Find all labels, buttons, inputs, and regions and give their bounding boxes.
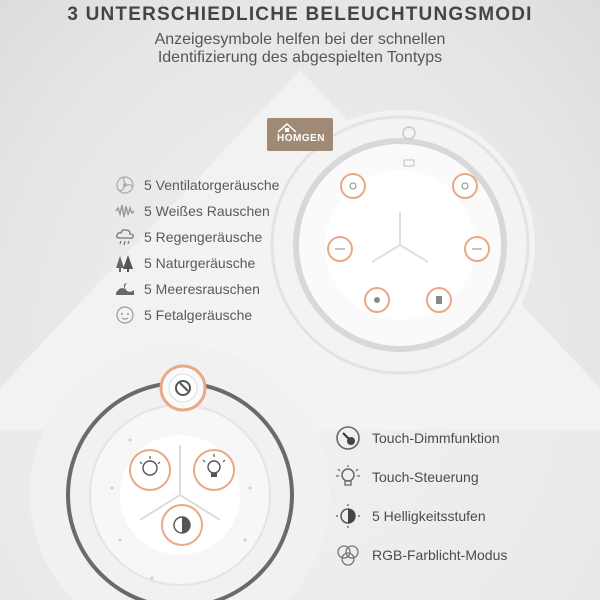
house-roof-icon — [277, 123, 297, 133]
list-item — [334, 457, 594, 496]
light-mode-buttons — [110, 435, 260, 565]
sound-label: 5 Naturgeräusche — [144, 255, 256, 271]
page-title: 3 UNTERSCHIEDLICHE BELEUCHTUNGSMODI — [67, 4, 533, 25]
indicator-white-noise[interactable] — [453, 174, 477, 198]
touch-dimming-icon — [334, 424, 362, 452]
feature-label: 5 Helligkeitsstufen — [372, 507, 486, 524]
fan-icon — [114, 174, 136, 196]
feature-list — [334, 418, 594, 574]
subtitle-line-2: Identifizierung des abgespielten Tontyps — [157, 49, 443, 66]
rgb-mode-button[interactable] — [130, 450, 170, 490]
indicator-baby[interactable] — [427, 288, 451, 312]
indicator-rain[interactable] — [328, 237, 352, 261]
indicator-fan[interactable] — [341, 174, 365, 198]
bulb-icon — [334, 463, 362, 491]
touch-control-button[interactable] — [194, 450, 234, 490]
feature-label: Touch-Dimmfunktion — [372, 429, 500, 446]
sound-indicator-ring — [320, 170, 490, 315]
subtitle-line-1: Anzeigesymbole helfen bei der schnellen — [154, 31, 446, 48]
list-item — [334, 418, 594, 457]
list-item — [114, 198, 314, 224]
sound-label: 5 Meeresrauschen — [144, 281, 260, 297]
brightness-icon — [334, 502, 362, 530]
sound-type-list — [114, 172, 314, 328]
list-item — [334, 496, 594, 535]
feature-label: RGB-Farblicht-Modus — [372, 546, 508, 563]
sound-label: 5 Regengeräusche — [144, 229, 263, 245]
white-noise-icon — [114, 200, 136, 222]
touch-dimming-button[interactable] — [158, 363, 208, 413]
list-item — [114, 224, 314, 250]
rgb-icon — [334, 541, 362, 569]
baby-icon — [114, 304, 136, 326]
homgen-logo — [267, 118, 333, 151]
list-item — [334, 535, 594, 574]
feature-label: Touch-Steuerung — [372, 468, 479, 485]
sound-label: 5 Ventilatorgeräusche — [144, 177, 280, 193]
list-item — [114, 172, 314, 198]
forest-icon — [114, 252, 136, 274]
brightness-button[interactable] — [162, 505, 202, 545]
wave-icon — [114, 278, 136, 300]
sound-label: 5 Weißes Rauschen — [144, 203, 270, 219]
indicator-wave[interactable] — [365, 288, 389, 312]
list-item — [114, 250, 314, 276]
list-item — [114, 302, 314, 328]
indicator-nature[interactable] — [465, 237, 489, 261]
list-item — [114, 276, 314, 302]
sound-label: 5 Fetalgeräusche — [144, 307, 253, 323]
rain-icon — [114, 226, 136, 248]
logo-text: HOMGEN — [277, 133, 325, 144]
